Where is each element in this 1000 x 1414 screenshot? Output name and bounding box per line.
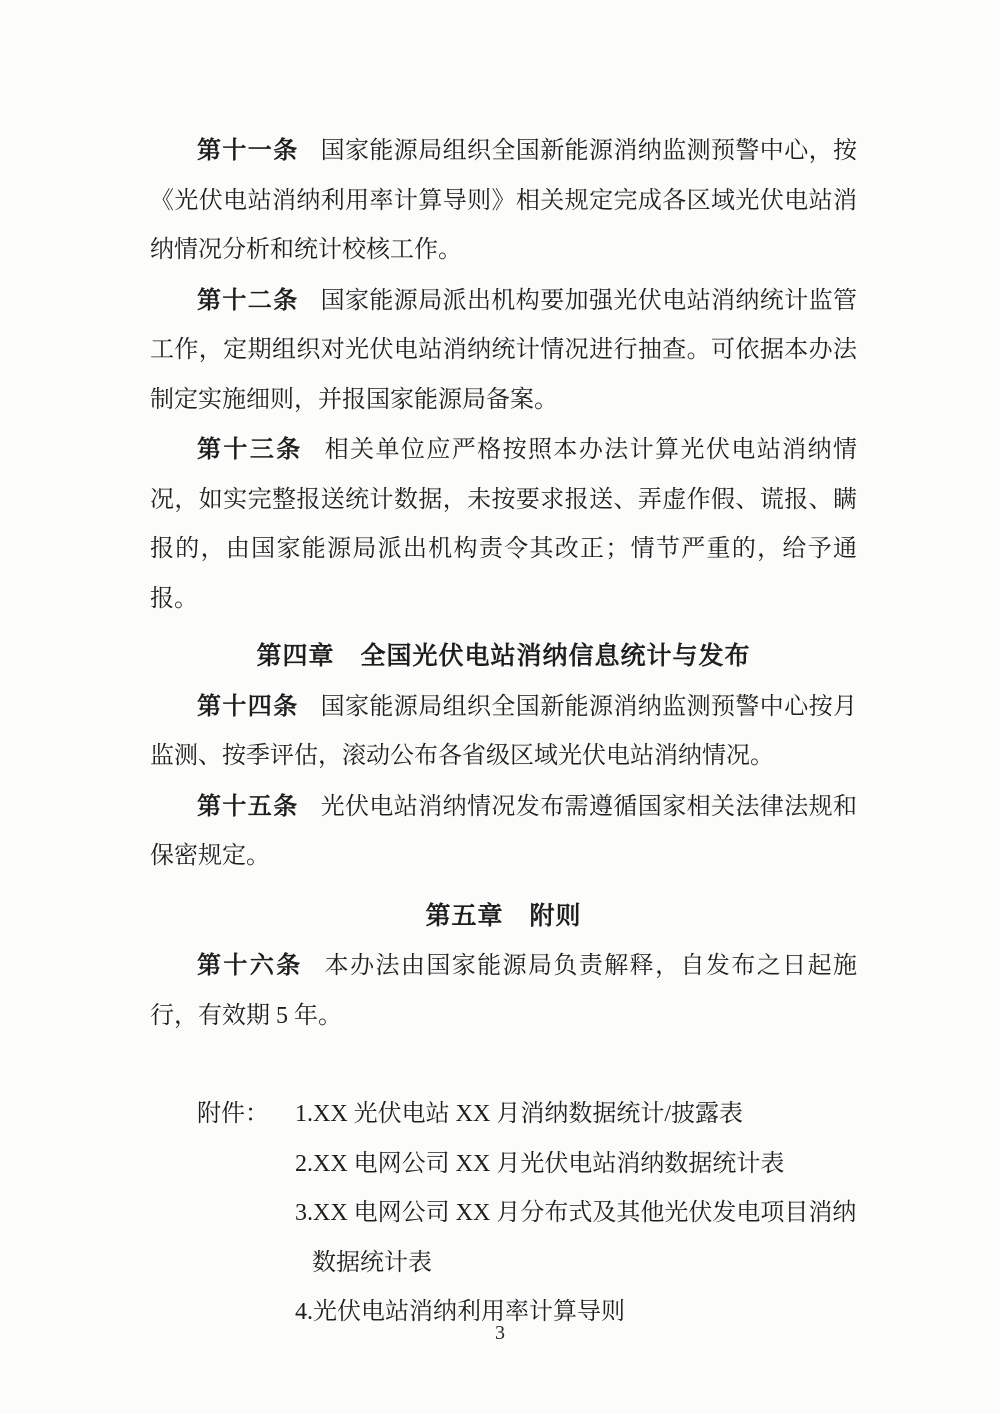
article-15-number: 第十五条 <box>197 792 299 820</box>
chapter-4-heading: 第四章 全国光伏电站消纳信息统计与发布 <box>256 642 751 670</box>
article-11-text: 国家能源局组织全国新能源消纳监测预警中心，按《光伏电站消纳利用率计算导则》相关规定完成各区域光伏电站消纳情况分析和统计校核工作。 <box>150 138 858 263</box>
article-11-paragraph <box>150 126 857 276</box>
article-14-text: 国家能源局组织全国新能源消纳监测预警中心按月监测、按季评估，滚动公布各省级区域光伏电站消纳情况。 <box>150 693 858 769</box>
article-15-text: 光伏电站消纳情况发布需遵循国家相关法律法规和保密规定。 <box>150 793 858 869</box>
attachment-item-3: 3.XX 电网公司 XX 月分布式及其他光伏发电项目消纳数据统计表 <box>295 1200 857 1276</box>
article-14-number: 第十四条 <box>197 692 299 720</box>
article-13-text: 相关单位应严格按照本办法计算光伏电站消纳情况，如实完整报送统计数据，未按要求报送、弄虚作假、谎报、瞒报的，由国家能源局派出机构责令其改正；情节严重的，给予通报。 <box>150 437 858 612</box>
article-16-paragraph <box>150 941 857 1041</box>
article-12-paragraph <box>150 276 857 426</box>
attachment-item-4: 4.光伏电站消纳利用率计算导则 <box>295 1299 625 1325</box>
page-number: 3 <box>495 1322 505 1344</box>
attachment-item-1: 1.XX 光伏电站 XX 月消纳数据统计/披露表 <box>295 1101 743 1127</box>
article-13-paragraph <box>150 425 857 624</box>
article-13-number: 第十三条 <box>197 436 303 463</box>
chapter-5-heading: 第五章 附则 <box>425 901 582 930</box>
article-14-paragraph <box>150 682 857 782</box>
article-16-number: 第十六条 <box>197 952 303 979</box>
attachments-list <box>295 1090 857 1338</box>
article-12-number: 第十二条 <box>197 286 299 314</box>
attachment-item-2: 2.XX 电网公司 XX 月光伏电站消纳数据统计表 <box>295 1150 785 1177</box>
attachments-label: 附件： <box>197 1101 269 1127</box>
attachments-block <box>150 1090 857 1338</box>
article-12-text: 国家能源局派出机构要加强光伏电站消纳统计监管工作，定期组织对光伏电站消纳统计情况进行抽查。可依据本办法制定实施细则，并报国家能源局备案。 <box>150 287 858 413</box>
article-11-number: 第十一条 <box>197 137 299 164</box>
article-15-paragraph <box>150 782 857 882</box>
article-16-text: 本办法由国家能源局负责解释，自发布之日起施行，有效期 5 年。 <box>150 953 858 1029</box>
